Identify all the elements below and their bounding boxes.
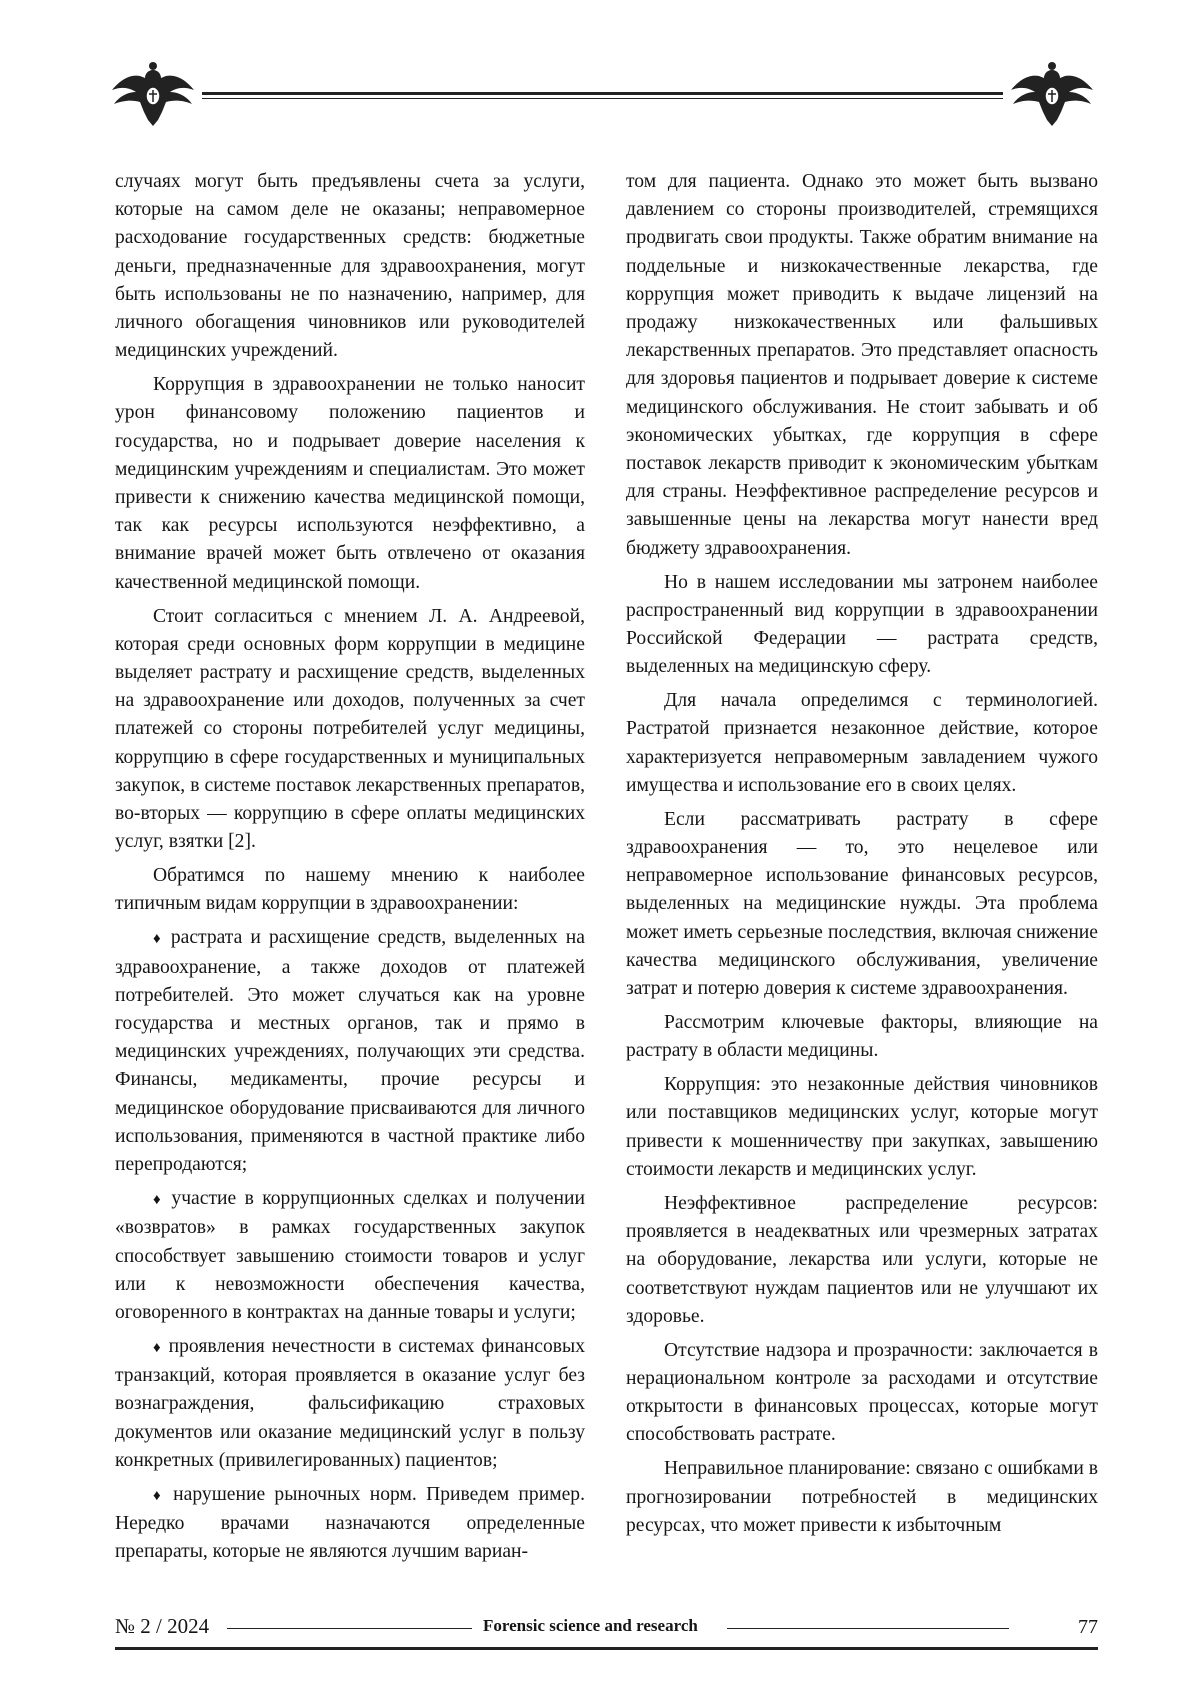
page-number: 77	[1078, 1616, 1098, 1638]
paragraph: Отсутствие надзора и прозрачности: заключается в нерациональном контроле за расходами и отсутствие открытости в финансовых процессах, которые могут способствовать растрате.	[626, 1339, 1098, 1446]
bullet-item	[115, 1481, 585, 1567]
paragraph: Обратимся по нашему мнению к наиболее типичным видам коррупции в здравоохранении:	[115, 865, 585, 915]
header-rule	[202, 92, 1003, 95]
diamond-bullet-icon	[153, 927, 171, 948]
diamond-bullet-icon	[153, 1336, 169, 1357]
paragraph: случаях могут быть предъявлены счета за услуги, которые на самом деле не оказаны; неправомерное расходование государственных средств: бюджетные деньги, предназначенные для здравоохранения, могут быть использованы не по назначению, например, для личного обогащения чиновников или руководителей медицинских учреждений.	[115, 171, 585, 362]
diamond-bullet-icon	[153, 1484, 173, 1505]
bullet-item	[115, 1185, 585, 1327]
footer-rule	[115, 1647, 1098, 1650]
paragraph: Но в нашем исследовании мы затронем наиболее распространенный вид коррупции в здравоохранении Российской Федерации — растрата средств, выделенных на медицинскую сферу.	[626, 571, 1098, 678]
journal-title: Forensic science and research	[483, 1616, 698, 1635]
paragraph: Коррупция в здравоохранении не только наносит урон финансовому положению пациентов и государства, но и подрывает доверие населения к медицинским учреждениям и специалистам. Это может привести к снижению качества медицинской помощи, так как ресурсы используются неэффективно, а внимание врачей может быть отвлечено от оказания качественной медицинской помощи.	[115, 374, 585, 593]
eagle-emblem-icon	[110, 60, 196, 130]
bullet-item	[115, 924, 585, 1179]
header-rule-thin	[202, 98, 1003, 99]
bullet-text: растрата и расхищение средств, выделенных на здравоохранение, а также доходов от платежей потребителей. Это может случаться как на уровне государства и местных органов, так и прямо в медицинских учреждениях, получающих эти средства. Финансы, медикаменты, прочие ресурсы и медицинское оборудование присваиваются для личного использования, применяются в частной практике либо перепродаются;	[115, 927, 585, 1176]
left-column	[115, 168, 585, 1572]
paragraph: том для пациента. Однако это может быть вызвано давлением со стороны производителей, стремящихся продвигать свои продукты. Также обратим внимание на поддельные и низкокачественные лекарства, где коррупция может приводить к выдаче лицензий на продажу низкокачественных или фальшивых лекарственных препаратов. Это представляет опасность для здоровья пациентов и подрывает доверие к системе медицинского обслуживания. Не стоит забывать и об экономических убытках, где коррупция в сфере поставок лекарств приводит к экономическим убыткам для страны. Неэффективное распределение ресурсов и завышенные цены на лекарства могут нанести вред бюджету здравоохранения.	[626, 171, 1098, 559]
bullet-text: участие в коррупционных сделках и получении «возвратов» в рамках государственных закупок способствует завышению стоимости товаров и услуг или к невозможности обеспечения качества, оговоренного в контрактах на данные товары и услуги;	[115, 1188, 586, 1323]
issue-number: № 2 / 2024	[115, 1614, 210, 1638]
diamond-bullet-icon	[153, 1188, 171, 1209]
page-header	[110, 60, 1095, 130]
paragraph: Стоит согласиться с мнением Л. А. Андреевой, которая среди основных форм коррупции в медицине выделяет растрату и расхищение средств, выделенных на здравоохранение или доходов, полученных за счет платежей со стороны потребителей услуг медицины, коррупцию в сфере государственных и муниципальных закупок, в системе поставок лекарственных препаратов, во-вторых — коррупцию в сфере оплаты медицинских услуг, взятки [2].	[115, 605, 585, 853]
paragraph: Коррупция: это незаконные действия чиновников или поставщиков медицинских услуг, которые могут привести к мошенничеству при закупках, завышению стоимости лекарств и медицинских услуг.	[626, 1074, 1098, 1180]
page-footer	[115, 1614, 1098, 1648]
bullet-text: проявления нечестности в системах финансовых транзакций, которая проявляется в оказание услуг без вознаграждения, фальсификацию страховых документов или оказание медицинский услуг в пользу конкретных (привилегированных) пациентов;	[115, 1335, 585, 1471]
right-column	[626, 168, 1098, 1546]
footer-line	[227, 1628, 472, 1629]
footer-line	[727, 1628, 1009, 1629]
paragraph: Рассмотрим ключевые факторы, влияющие на растрату в области медицины.	[626, 1012, 1098, 1062]
paragraph: Неэффективное распределение ресурсов: проявляется в неадекватных или чрезмерных затратах на оборудование, лекарства или услуги, которые не соответствуют нуждам пациентов или не улучшают их здоровье.	[626, 1192, 1098, 1327]
bullet-item	[115, 1333, 585, 1475]
bullet-text: нарушение рыночных норм. Приведем пример. Нередко врачами назначаются определенные препараты, которые не являются лучшим вариан-	[115, 1483, 585, 1563]
paragraph: Если рассматривать растрату в сфере здравоохранения — то, это нецелевое или неправомерное использование финансовых ресурсов, выделенных на медицинские нужды. Эта проблема может иметь серьезные последствия, включая снижение качества медицинского обслуживания, увеличение затрат и потерю доверия к системе здравоохранения.	[626, 808, 1098, 1000]
paragraph: Неправильное планирование: связано с ошибками в прогнозировании потребностей в медицинских ресурсах, что может привести к избыточным	[626, 1458, 1098, 1536]
eagle-emblem-icon	[1009, 60, 1095, 130]
paragraph: Для начала определимся с терминологией. Растратой признается незаконное действие, которое характеризуется неправомерным завладением чужого имущества и использование его в своих целях.	[626, 690, 1098, 796]
